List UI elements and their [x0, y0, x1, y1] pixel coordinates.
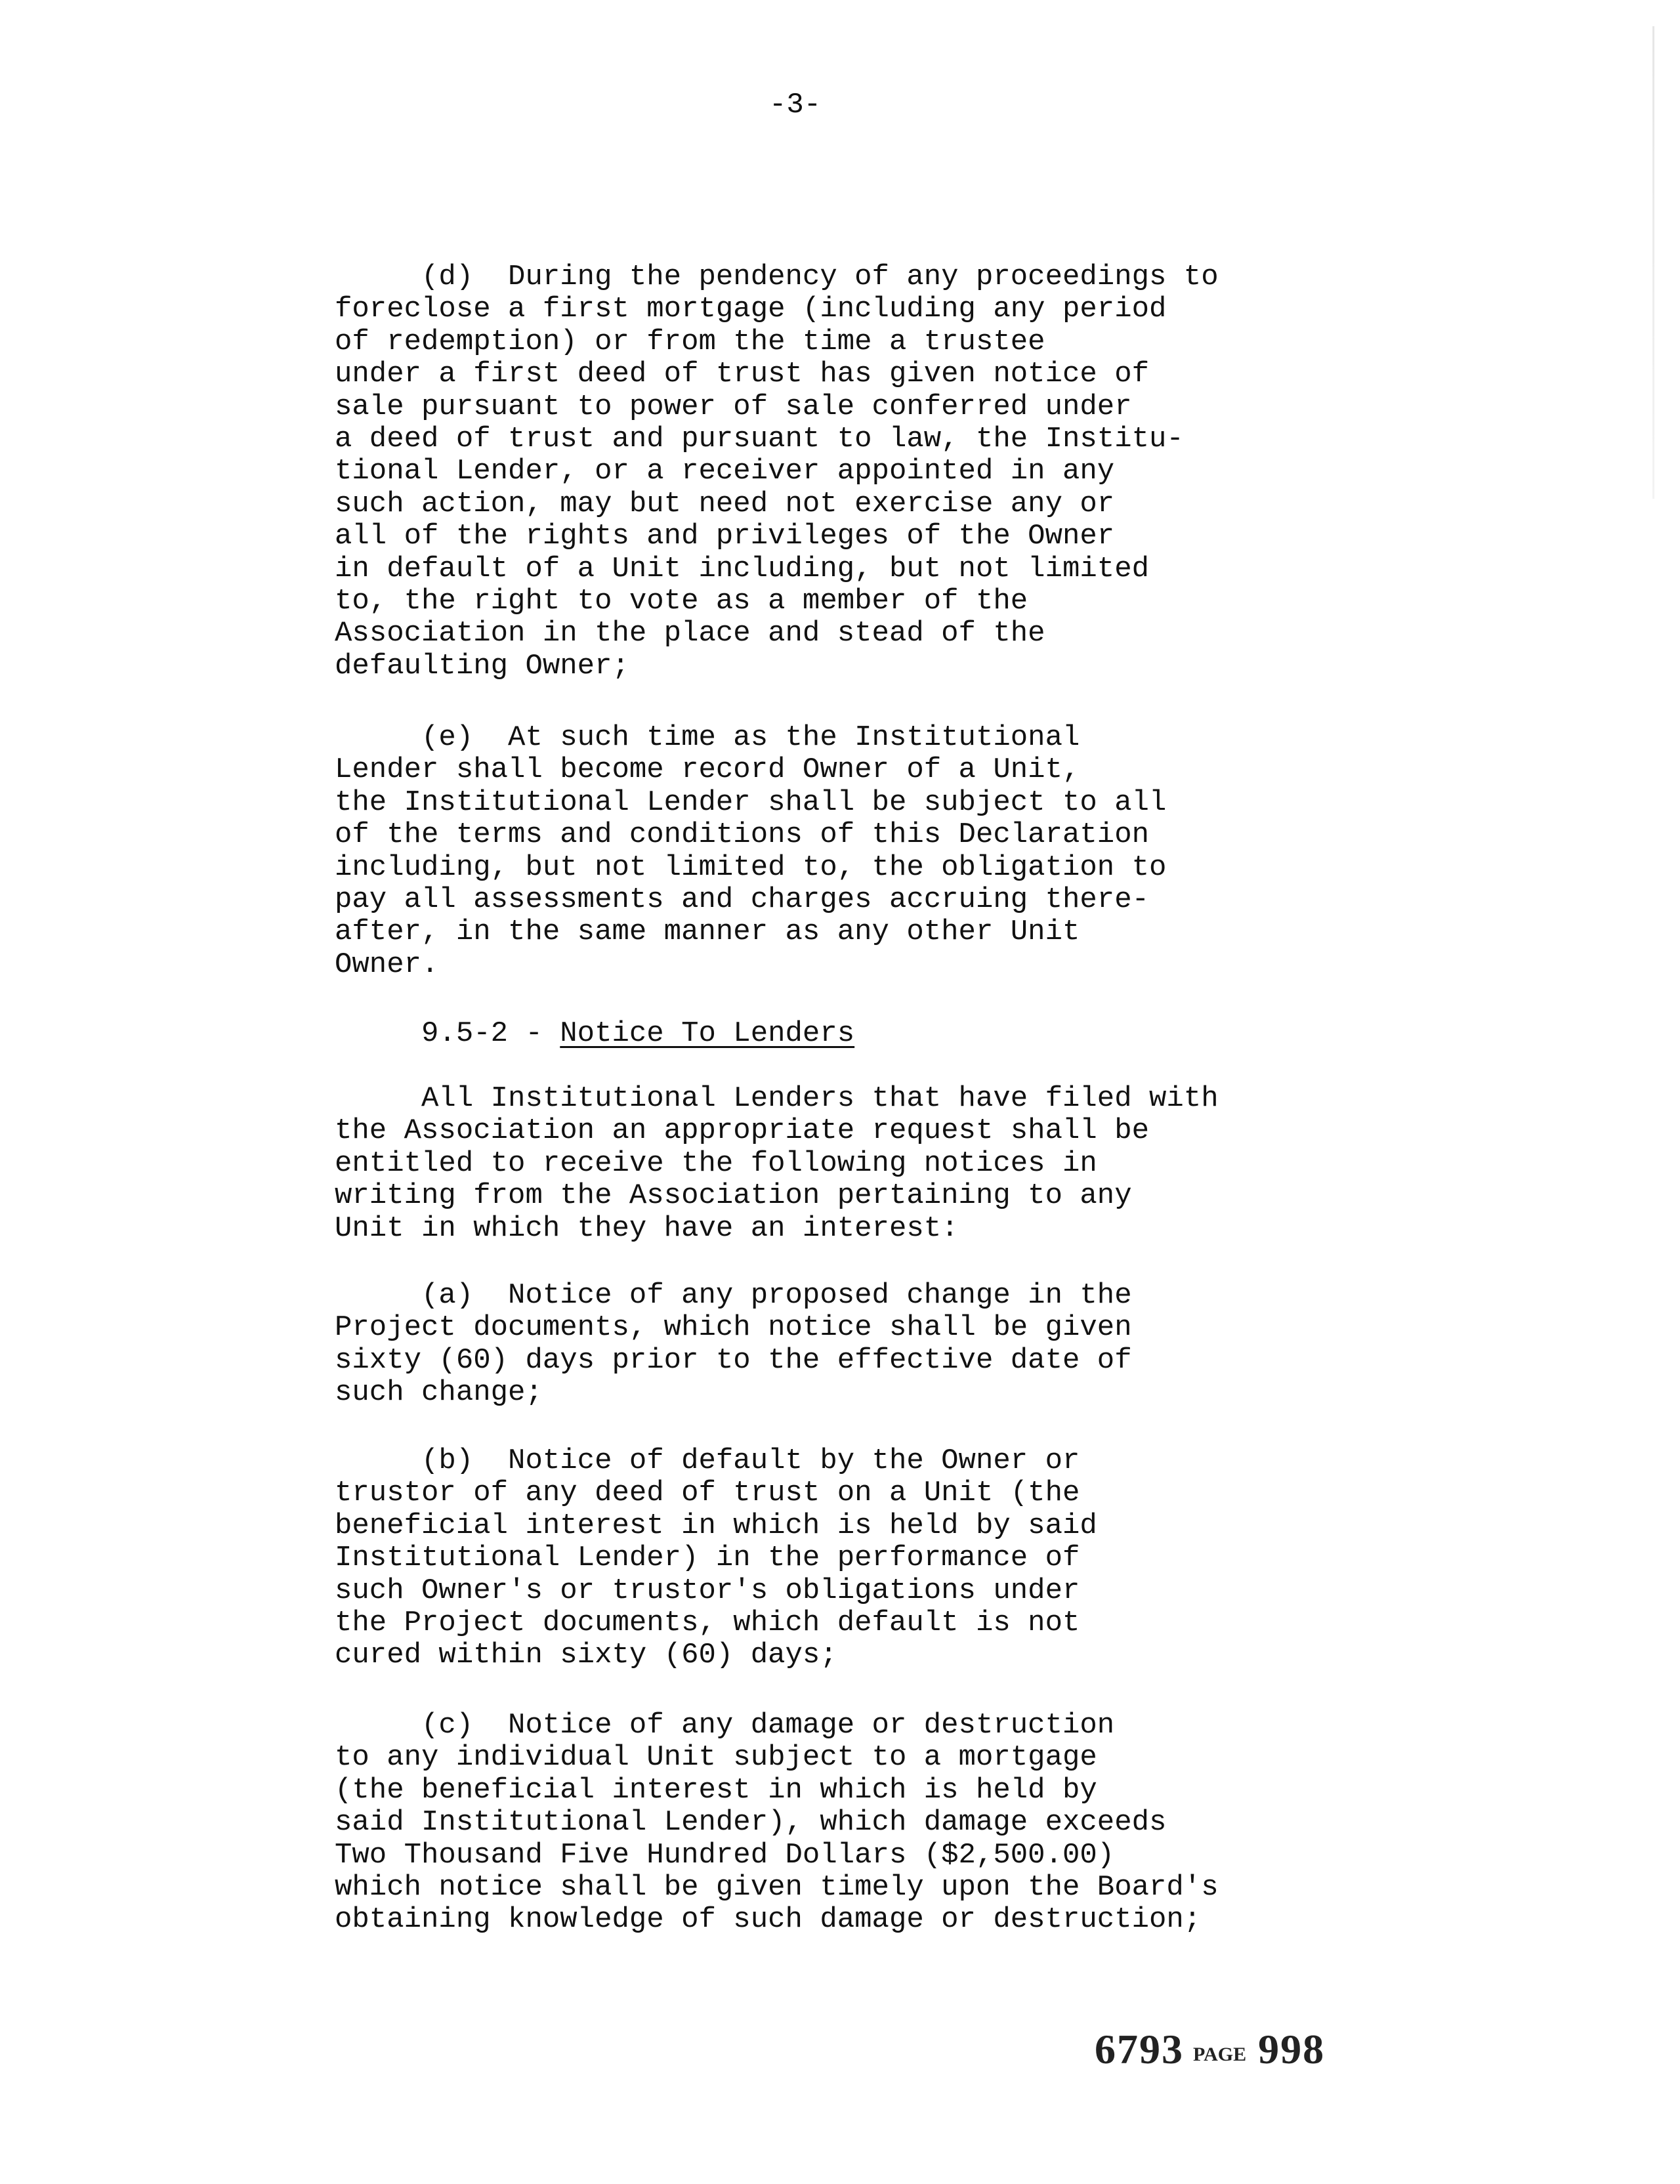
paragraph-d-line: defaulting Owner;: [335, 649, 629, 682]
section-number: 9.5-2 -: [335, 1017, 560, 1050]
paragraph-e-line: pay all assessments and charges accruing there-: [335, 883, 1150, 916]
paragraph-e-line: the Institutional Lender shall be subject to all: [335, 786, 1167, 819]
paragraph-d-line: to, the right to vote as a member of the: [335, 585, 1028, 618]
paragraph-e-line: Lender shall become record Owner of a Unit,: [335, 753, 1080, 787]
paragraph-d-line: sale pursuant to power of sale conferred under: [335, 390, 1132, 423]
stamp-book-number: 6793: [1095, 2026, 1184, 2072]
page-number: -3-: [769, 89, 822, 121]
paragraph-e-line: including, but not limited to, the obligation to: [335, 850, 1167, 884]
paragraph-b-line: the Project documents, which default is not: [335, 1606, 1080, 1639]
paragraph-d-line: of redemption) or from the time a trustee: [335, 325, 1045, 358]
stamp-page-number: 998: [1258, 2026, 1326, 2072]
paragraph-d-line: under a first deed of trust has given notice of: [335, 358, 1150, 391]
paragraph-d-line: (d) During the pendency of any proceedings to: [335, 261, 1219, 293]
stamp-page-label: PAGE: [1193, 2044, 1247, 2065]
section-intro-line: Unit in which they have an interest:: [335, 1211, 959, 1245]
paragraph-d-line: all of the rights and privileges of the Owner: [335, 520, 1115, 553]
section-intro-line: the Association an appropriate request shall be: [335, 1114, 1150, 1148]
paragraph-e-line: after, in the same manner as any other Unit: [335, 915, 1080, 949]
paragraph-c-line: (the beneficial interest in which is held by: [335, 1773, 1097, 1807]
section-title: Notice To Lenders: [560, 1017, 855, 1050]
paragraph-d-line: in default of a Unit including, but not limited: [335, 552, 1150, 585]
paragraph-c-line: Two Thousand Five Hundred Dollars ($2,500.00): [335, 1838, 1115, 1872]
paragraph-a-line: (a) Notice of any proposed change in the: [335, 1279, 1132, 1312]
paragraph-b-line: beneficial interest in which is held by said: [335, 1509, 1097, 1542]
paragraph-e-line: of the terms and conditions of this Declaration: [335, 818, 1150, 852]
paragraph-c-line: obtaining knowledge of such damage or destruction;: [335, 1903, 1202, 1937]
paragraph-a-line: Project documents, which notice shall be given: [335, 1311, 1132, 1345]
paragraph-b-line: such Owner's or trustor's obligations under: [335, 1574, 1080, 1607]
paragraph-b-line: Institutional Lender) in the performance of: [335, 1542, 1080, 1575]
paragraph-a-line: such change;: [335, 1376, 543, 1410]
paragraph-c-line: (c) Notice of any damage or destruction: [335, 1709, 1115, 1742]
paragraph-c-line: said Institutional Lender), which damage exceeds: [335, 1806, 1167, 1839]
paragraph-d-line: foreclose a first mortgage (including any period: [335, 293, 1167, 326]
recording-stamp: [1095, 2026, 1326, 2072]
paragraph-d-line: Association in the place and stead of the: [335, 617, 1045, 650]
paragraph-e-line: (e) At such time as the Institutional: [335, 721, 1080, 754]
paragraph-e-line: Owner.: [335, 948, 439, 981]
section-intro-line: writing from the Association pertaining to any: [335, 1179, 1132, 1213]
section-heading: [335, 1018, 854, 1050]
paragraph-d-line: tional Lender, or a receiver appointed in any: [335, 455, 1115, 488]
paragraph-c-line: to any individual Unit subject to a mortgage: [335, 1741, 1097, 1774]
scan-edge-rule: [1652, 26, 1654, 499]
paragraph-b-line: trustor of any deed of trust on a Unit (the: [335, 1477, 1080, 1510]
paragraph-d-line: a deed of trust and pursuant to law, the Institu-: [335, 423, 1184, 455]
paragraph-a-line: sixty (60) days prior to the effective date of: [335, 1343, 1132, 1377]
section-intro-line: entitled to receive the following notices in: [335, 1146, 1097, 1180]
paragraph-c-line: which notice shall be given timely upon the Board's: [335, 1871, 1219, 1904]
paragraph-b-line: (b) Notice of default by the Owner or: [335, 1444, 1080, 1477]
section-intro-line: All Institutional Lenders that have filed with: [335, 1082, 1219, 1115]
paragraph-d-line: such action, may but need not exercise any or: [335, 487, 1115, 520]
paragraph-b-line: cured within sixty (60) days;: [335, 1639, 837, 1672]
